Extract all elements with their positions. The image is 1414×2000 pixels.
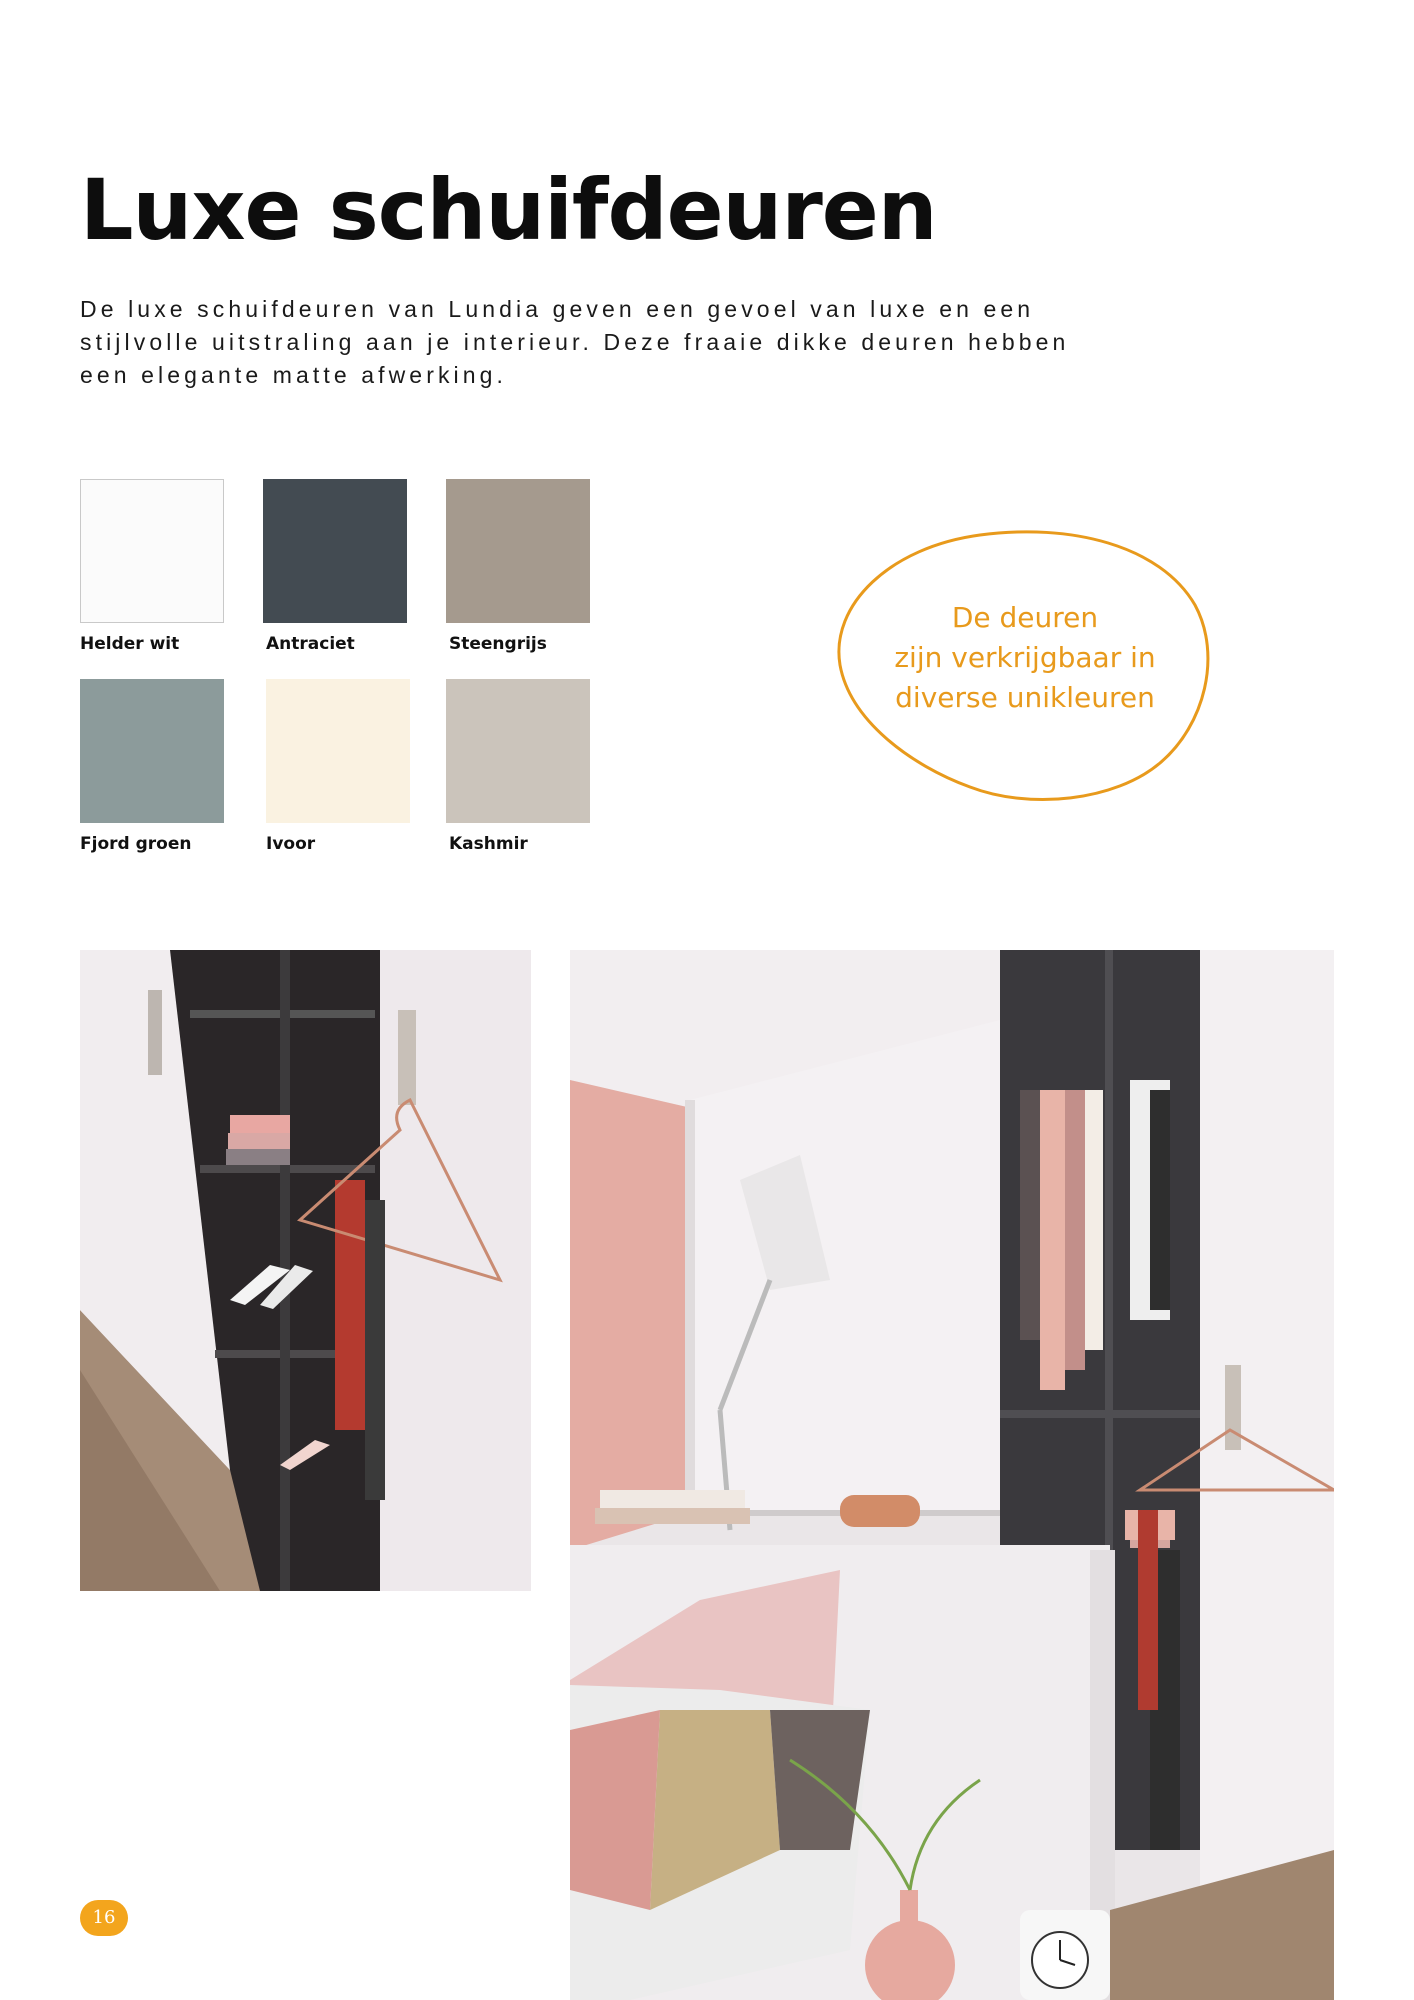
callout-line-2: zijn verkrijgbaar in (894, 641, 1156, 674)
swatch-helder-wit (80, 479, 224, 623)
swatch-label-fjord-groen: Fjord groen (80, 834, 192, 854)
callout-text (860, 598, 1190, 718)
callout-line-3: diverse unikleuren (895, 681, 1155, 714)
swatch-label-ivoor: Ivoor (266, 834, 316, 854)
wardrobe-closeup-photo (80, 950, 531, 1591)
swatch-steengrijs (446, 479, 590, 623)
swatch-label-steengrijs: Steengrijs (449, 634, 547, 654)
callout-line-1: De deuren (951, 601, 1099, 634)
swatch-label-antraciet: Antraciet (266, 634, 355, 654)
swatch-antraciet (263, 479, 407, 623)
swatch-fjord-groen (80, 679, 224, 823)
swatch-ivoor (266, 679, 410, 823)
swatch-label-helder-wit: Helder wit (80, 634, 180, 654)
bedroom-wardrobe-photo (570, 950, 1334, 2000)
swatch-kashmir (446, 679, 590, 823)
swatch-label-kashmir: Kashmir (449, 834, 528, 854)
page-number: 16 (80, 1900, 128, 1936)
intro-paragraph: De luxe schuifdeuren van Lundia geven een gevoel van luxe en een stijlvolle uitstraling aan je interieur. Deze fraaie dikke deuren hebben een elegante matte afwerking. (80, 296, 1070, 388)
page-title: Luxe schuifdeuren (80, 161, 937, 259)
